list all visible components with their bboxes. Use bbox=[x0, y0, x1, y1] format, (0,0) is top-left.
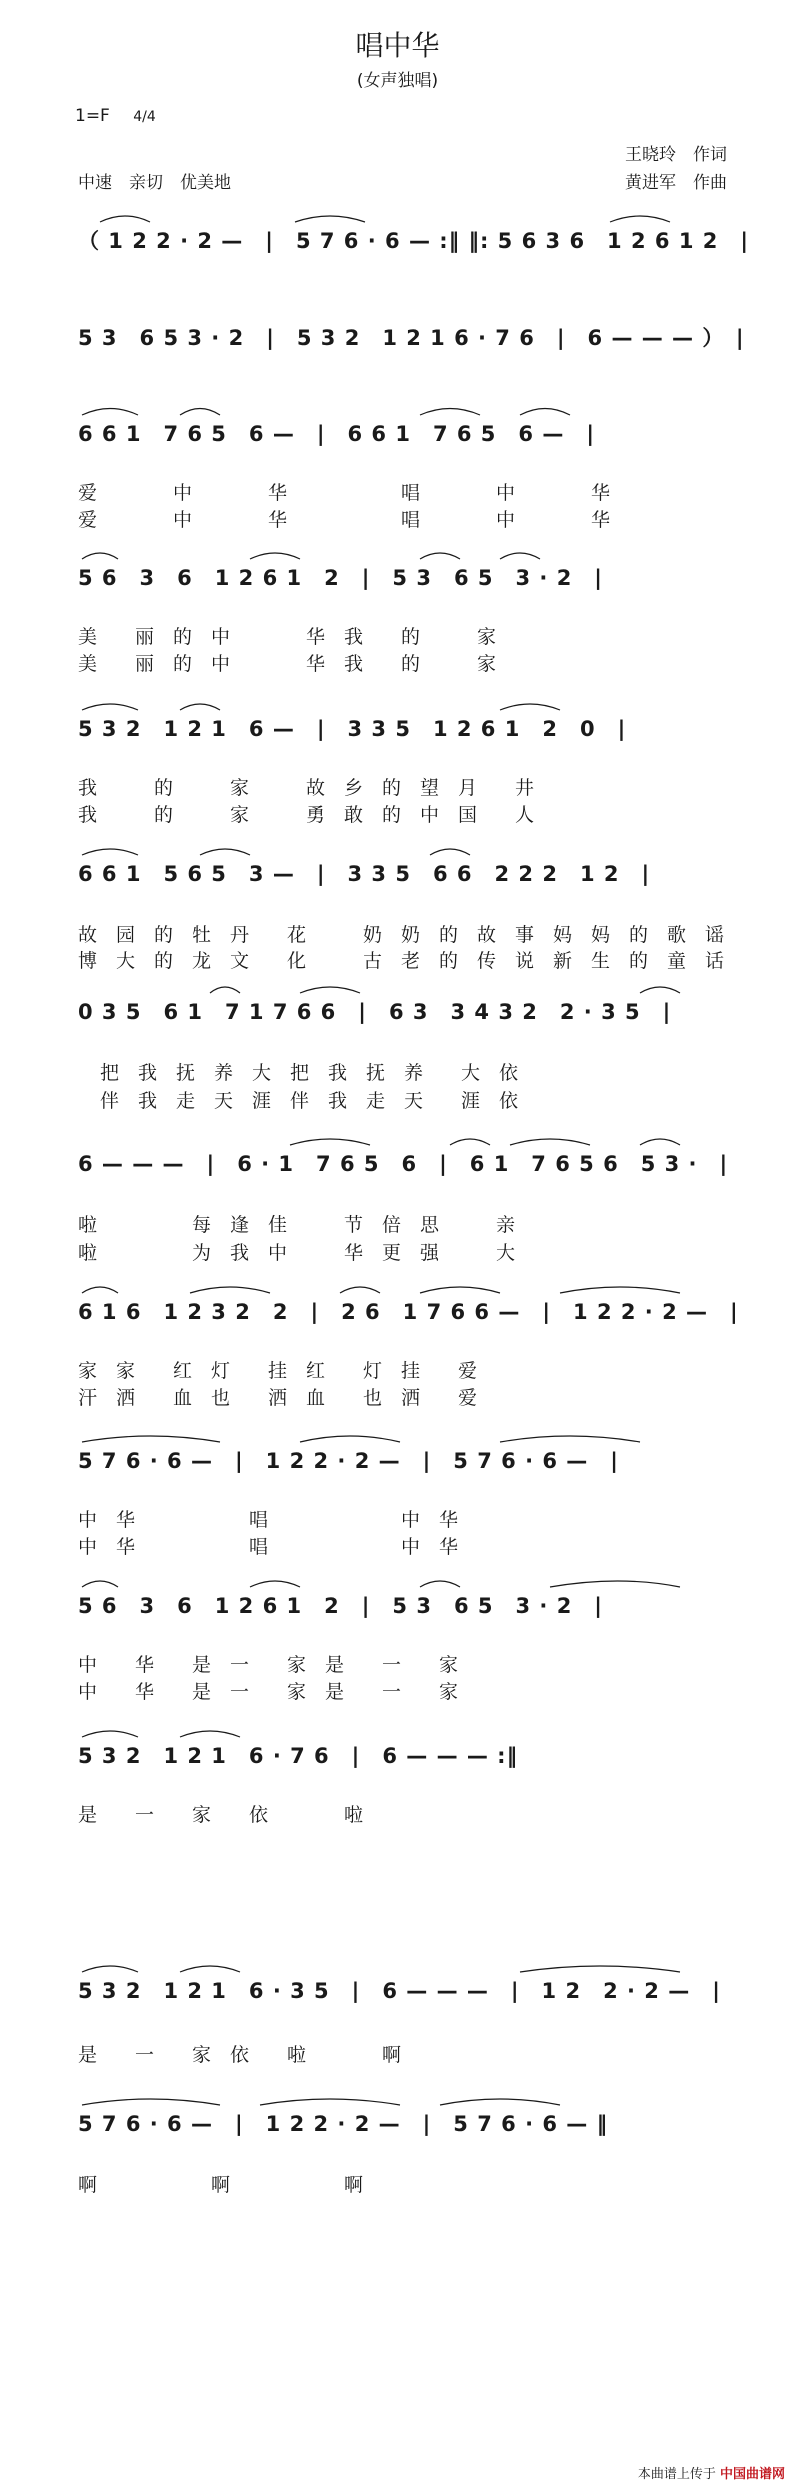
lyrics-row-3-verse-1: 爱 中 华 唱 中 华 bbox=[78, 482, 611, 504]
lyrics-row-6-verse-1: 故 园 的 牡 丹 花 奶 奶 的 故 事 妈 妈 的 歌 谣 bbox=[78, 924, 725, 946]
slur bbox=[340, 1287, 380, 1293]
slur bbox=[82, 849, 138, 855]
song-subtitle: (女声独唱) bbox=[356, 71, 439, 91]
score-row-2: 5 3 6 5 3 · 2 | 5 3 2 1 2 1 6 · 7 6 | 6 — — — ） | bbox=[78, 326, 745, 350]
slur bbox=[200, 849, 250, 855]
lyrics-row-10-verse-2: 中 华 唱 中 华 bbox=[78, 1536, 459, 1558]
score-row-5: 5 3 2 1 2 1 6 — | 3 3 5 1 2 6 1 2 0 | bbox=[78, 717, 627, 741]
slur bbox=[500, 1436, 640, 1442]
lyrics-row-9-verse-2: 汗 洒 血 也 洒 血 也 洒 爱 bbox=[78, 1387, 478, 1409]
footer-upload-text: 本曲谱上传于 bbox=[637, 2467, 716, 2482]
slur bbox=[550, 1581, 680, 1587]
slur bbox=[100, 216, 150, 222]
score-row-12: 5 3 2 1 2 1 6 · 7 6 | 6 — — — :‖ bbox=[78, 1744, 519, 1768]
slur bbox=[300, 1436, 400, 1442]
slur bbox=[500, 553, 540, 559]
slur bbox=[82, 1287, 118, 1293]
slur bbox=[420, 553, 460, 559]
slur bbox=[610, 216, 670, 222]
slur bbox=[290, 1139, 370, 1145]
lyricist: 王晓玲 作词 bbox=[625, 145, 727, 165]
score-row-7: 0 3 5 6 1 7 1 7 6 6 | 6 3 3 4 3 2 2 · 3 5 | bbox=[78, 1000, 672, 1024]
slur bbox=[82, 2099, 220, 2105]
lyrics-row-11-verse-2: 中 华 是 一 家 是 一 家 bbox=[78, 1681, 459, 1703]
slur bbox=[82, 1966, 138, 1972]
lyrics-row-3-verse-2: 爱 中 华 唱 中 华 bbox=[78, 509, 611, 531]
slur bbox=[640, 1139, 680, 1145]
score-row-14: 5 7 6 · 6 — | 1 2 2 · 2 — | 5 7 6 · 6 — ‖ bbox=[78, 2112, 609, 2136]
lyrics-row-8-verse-1: 啦 每 逢 佳 节 倍 思 亲 bbox=[78, 1214, 516, 1236]
time-signature: 4/4 bbox=[133, 109, 156, 125]
score-row-4: 5 6 3 6 1 2 6 1 2 | 5 3 6 5 3 · 2 | bbox=[78, 566, 603, 590]
lyrics-row-10-verse-1: 中 华 唱 中 华 bbox=[78, 1509, 459, 1531]
slur bbox=[82, 1731, 138, 1737]
slur bbox=[420, 409, 480, 416]
lyrics-row-12: 是 一 家 依 啦 bbox=[78, 1804, 364, 1826]
slur bbox=[180, 409, 220, 416]
tempo-marking: 中速 亲切 优美地 bbox=[78, 173, 231, 193]
slur bbox=[520, 409, 570, 416]
slur bbox=[520, 1966, 680, 1972]
score-row-3: 6 6 1 7 6 5 6 — | 6 6 1 7 6 5 6 — | bbox=[78, 422, 596, 446]
lyrics-row-6-verse-2: 博 大 的 龙 文 化 古 老 的 传 说 新 生 的 童 话 bbox=[78, 950, 725, 972]
lyrics-row-11-verse-1: 中 华 是 一 家 是 一 家 bbox=[78, 1654, 459, 1676]
score-row-13: 5 3 2 1 2 1 6 · 3 5 | 6 — — — | 1 2 2 · 2 — | bbox=[78, 1979, 721, 2003]
slur bbox=[250, 1581, 300, 1587]
lyrics-row-8-verse-2: 啦 为 我 中 华 更 强 大 bbox=[78, 1242, 516, 1264]
score-row-8: 6 — — — | 6 · 1 7 6 5 6 | 6 1 7 6 5 6 5 3 · | bbox=[78, 1152, 729, 1176]
slur bbox=[82, 409, 138, 416]
slur bbox=[295, 216, 365, 222]
slur bbox=[210, 987, 240, 993]
slur bbox=[640, 987, 680, 993]
slur bbox=[260, 2099, 400, 2105]
slur bbox=[500, 704, 560, 710]
song-title: 唱中华 bbox=[355, 29, 440, 62]
slur bbox=[82, 1436, 220, 1442]
score-row-6: 6 6 1 5 6 5 3 — | 3 3 5 6 6 2 2 2 1 2 | bbox=[78, 862, 651, 886]
slur bbox=[420, 1581, 460, 1587]
lyrics-row-14: 啊 啊 啊 bbox=[78, 2174, 364, 2196]
lyrics-row-9-verse-1: 家 家 红 灯 挂 红 灯 挂 爱 bbox=[78, 1360, 478, 1382]
slur bbox=[510, 1139, 590, 1145]
lyrics-row-7-verse-2: 伴 我 走 天 涯 伴 我 走 天 涯 依 bbox=[100, 1090, 519, 1112]
slur bbox=[190, 1287, 270, 1293]
slur bbox=[82, 1581, 118, 1587]
slur bbox=[560, 1287, 680, 1293]
lyrics-row-5-verse-2: 我 的 家 勇 敢 的 中 国 人 bbox=[78, 804, 535, 826]
lyrics-row-13: 是 一 家 依 啦 啊 bbox=[78, 2044, 402, 2066]
score-row-10: 5 7 6 · 6 — | 1 2 2 · 2 — | 5 7 6 · 6 — | bbox=[78, 1449, 619, 1473]
slur bbox=[180, 1966, 240, 1972]
slur bbox=[430, 849, 470, 855]
slur bbox=[180, 1731, 240, 1737]
lyrics-row-4-verse-2: 美 丽 的 中 华 我 的 家 bbox=[78, 653, 497, 675]
slur bbox=[440, 2099, 560, 2105]
lyrics-row-5-verse-1: 我 的 家 故 乡 的 望 月 井 bbox=[78, 777, 535, 799]
lyrics-row-7-verse-1: 把 我 抚 养 大 把 我 抚 养 大 依 bbox=[100, 1062, 519, 1084]
slur bbox=[450, 1139, 490, 1145]
slur bbox=[180, 704, 220, 710]
composer: 黄进军 作曲 bbox=[625, 173, 727, 193]
slur bbox=[250, 553, 300, 559]
score-row-11: 5 6 3 6 1 2 6 1 2 | 5 3 6 5 3 · 2 | bbox=[78, 1594, 603, 1618]
footer-brand[interactable]: 中国曲谱网 bbox=[719, 2467, 785, 2482]
score-row-9: 6 1 6 1 2 3 2 2 | 2 6 1 7 6 6 — | 1 2 2 · 2 — | bbox=[78, 1300, 739, 1324]
slur bbox=[300, 987, 360, 993]
slur bbox=[82, 553, 118, 559]
slur bbox=[82, 704, 138, 710]
score-row-1: （ 1 2 2 · 2 — | 5 7 6 · 6 — :‖ ‖: 5 6 3 6 1 2 6 1 2 | bbox=[78, 229, 750, 253]
footer-credit bbox=[638, 2463, 785, 2482]
lyrics-row-4-verse-1: 美 丽 的 中 华 我 的 家 bbox=[78, 626, 497, 648]
key: 1=F bbox=[75, 106, 110, 126]
slur bbox=[420, 1287, 500, 1293]
